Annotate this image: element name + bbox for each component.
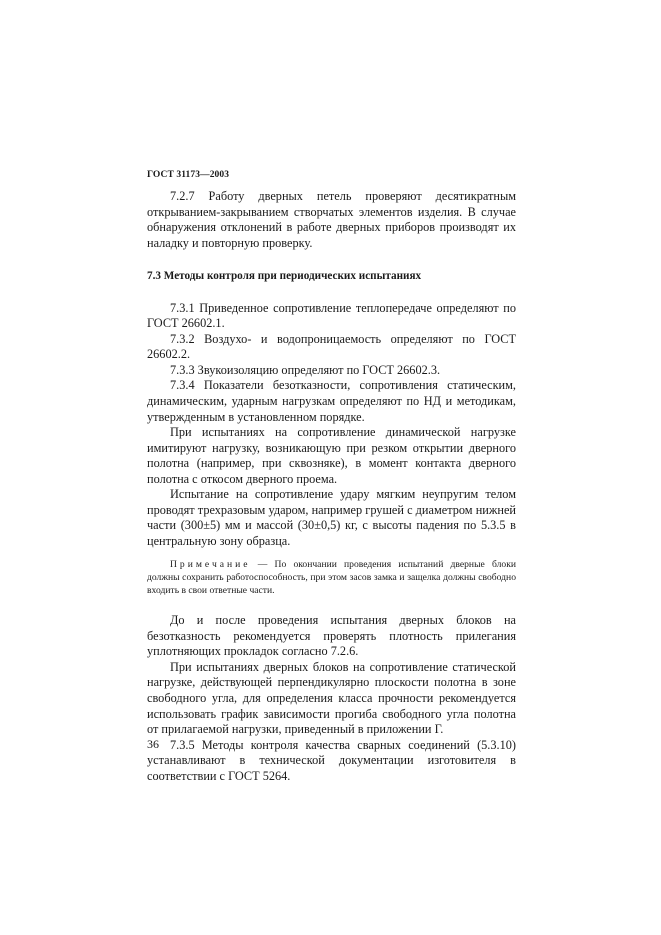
paragraph-dynamic-load: При испытаниях на сопротивление динамической нагрузке имитируют нагрузку, возникающую при резком открытии дверного полотна (например, при сквозняке), в момент контакта дверного полотна с откосом дверного проема. — [147, 425, 516, 486]
paragraph-7-3-3: 7.3.3 Звукоизоляцию определяют по ГОСТ 26602.3. — [170, 362, 441, 377]
paragraph-before-after: До и после проведения испытания дверных блоков на безотказность рекомендуется проверять плотность прилегания уплотняющих прокладок согласно 7.2.6. — [147, 613, 516, 659]
paragraph-7-3-2: 7.3.2 Воздухо- и водопроницаемость определяют по ГОСТ 26602.2. — [147, 331, 516, 362]
paragraph-7-3-4: 7.3.4 Показатели безотказности, сопротивления статическим, динамическим, ударным нагрузкам определяют по НД и методикам, утвержденным в установленном порядке. — [147, 378, 516, 424]
section-title-7-3: 7.3 Методы контроля при периодических испытаниях — [147, 270, 422, 283]
paragraph-static-load: При испытаниях дверных блоков на сопротивление статической нагрузке, действующей перпендикулярно плоскости полотна в зоне свободного угла, для определения класса прочности рекомендуется использовать график зависимости прогиба свободного угла полотна от прилагаемой нагрузки, приведенный в приложении Г. — [147, 659, 516, 737]
note-label: Примечание — [170, 559, 251, 571]
paragraph-7-3-1: 7.3.1 Приведенное сопротивление теплопередаче определяют по ГОСТ 26602.1. — [147, 300, 516, 331]
paragraph-7-3-5: 7.3.5 Методы контроля качества сварных соединений (5.3.10) устанавливают в технической документации изготовителя в соответствии с ГОСТ 5264. — [147, 737, 516, 783]
document-body — [147, 189, 516, 784]
document-code-header: ГОСТ 31173—2003 — [147, 170, 230, 180]
page-number: 36 — [147, 737, 159, 751]
paragraph-7-2-7: 7.2.7 Работу дверных петель проверяют десятикратным открыванием-закрыванием створчатых элементов изделия. В случае обнаружения отклонений в работе дверных приборов производят их наладку и повторную проверку. — [147, 189, 516, 250]
note — [147, 559, 516, 597]
note-text: — По окончании проведения испытаний дверные блоки должны сохранить работоспособность, при этом засов замка и защелка должны свободно входить в свои ответные части. — [147, 559, 516, 596]
paragraph-impact-test: Испытание на сопротивление удару мягким неупругим телом проводят трехразовым ударом, например грушей с диаметром нижней части (300±5) мм и массой (30±0,5) кг, с высоты падения по 5.3.5 в центральную зону образца. — [147, 487, 516, 548]
